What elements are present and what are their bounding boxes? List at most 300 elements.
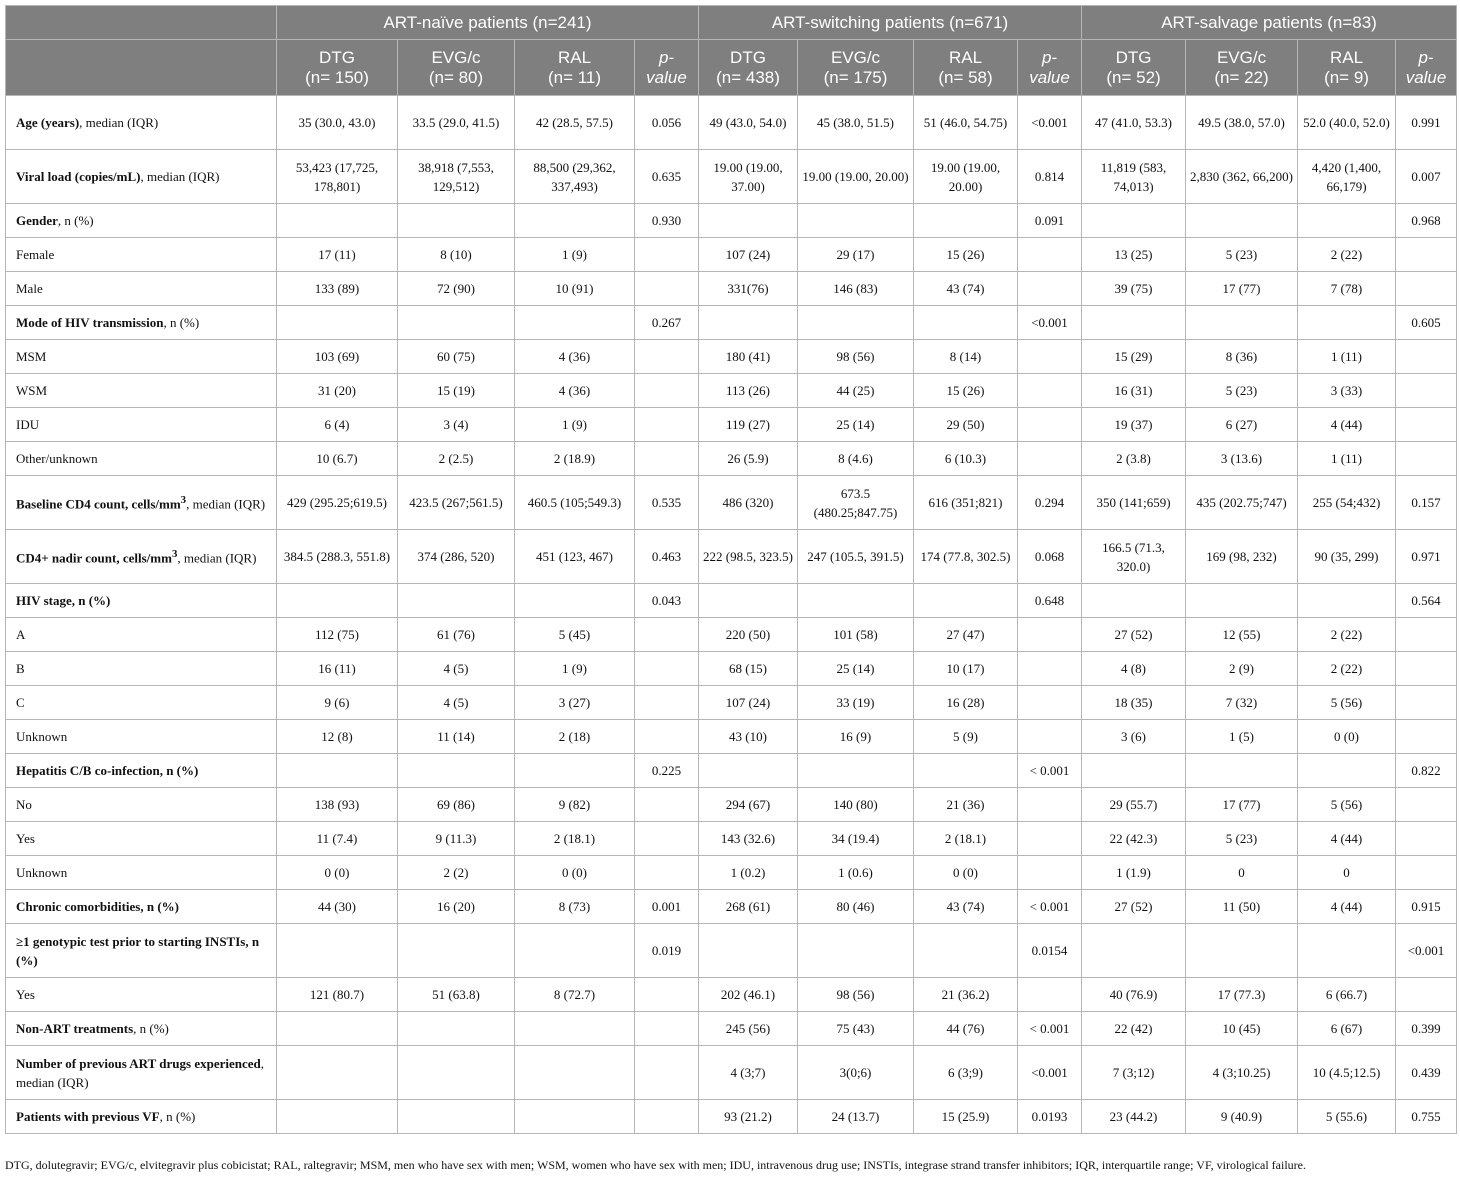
table-cell: 5 (55.6) xyxy=(1298,1100,1396,1134)
p-value-cell xyxy=(1396,618,1457,652)
table-cell: 11 (50) xyxy=(1186,890,1298,924)
table-cell: 44 (30) xyxy=(277,890,398,924)
row-label xyxy=(6,856,277,890)
table-cell: 133 (89) xyxy=(277,272,398,306)
row-label-text: , n (%) xyxy=(163,315,200,330)
table-cell: 17 (11) xyxy=(277,238,398,272)
column-header-line2: (n= 22) xyxy=(1214,67,1269,87)
table-cell: 43 (74) xyxy=(914,890,1018,924)
table-cell: 21 (36) xyxy=(914,788,1018,822)
p-value-cell xyxy=(635,340,699,374)
table-cell xyxy=(515,204,635,238)
p-value-cell: 0.915 xyxy=(1396,890,1457,924)
row-label-text: MSM xyxy=(16,349,47,364)
row-label xyxy=(6,374,277,408)
p-value-cell xyxy=(1396,272,1457,306)
column-header-line2: value xyxy=(646,67,687,87)
row-label-text: , n (%) xyxy=(159,1109,196,1124)
table-cell: 93 (21.2) xyxy=(699,1100,798,1134)
p-value-cell xyxy=(1396,856,1457,890)
p-value-cell xyxy=(1018,978,1082,1012)
table-cell: 29 (17) xyxy=(798,238,914,272)
table-cell xyxy=(277,204,398,238)
table-cell: 45 (38.0, 51.5) xyxy=(798,96,914,150)
table-cell: 384.5 (288.3, 551.8) xyxy=(277,530,398,584)
table-cell: 8 (14) xyxy=(914,340,1018,374)
p-value-cell: 0.968 xyxy=(1396,204,1457,238)
column-header xyxy=(1396,40,1457,96)
table-cell: 486 (320) xyxy=(699,476,798,530)
table-row xyxy=(6,204,1457,238)
table-cell: 4 (8) xyxy=(1082,652,1186,686)
table-cell: 34 (19.4) xyxy=(798,822,914,856)
table-cell xyxy=(277,924,398,978)
table-cell xyxy=(699,204,798,238)
column-header-line1: p- xyxy=(1041,47,1058,67)
corner-cell xyxy=(6,40,277,96)
row-label-bold: CD4+ nadir count, cells/mm xyxy=(16,550,172,566)
table-cell xyxy=(1298,924,1396,978)
column-header-line1: EVG/c xyxy=(830,47,881,67)
row-label-text: Yes xyxy=(16,831,35,846)
table-cell: 47 (41.0, 53.3) xyxy=(1082,96,1186,150)
table-row xyxy=(6,530,1457,584)
p-value-cell xyxy=(1018,618,1082,652)
table-cell xyxy=(1298,754,1396,788)
p-value-cell xyxy=(1018,686,1082,720)
table-cell: 33.5 (29.0, 41.5) xyxy=(398,96,515,150)
row-label-bold: Baseline CD4 count, cells/mm xyxy=(16,496,181,512)
table-cell: 2 (22) xyxy=(1298,618,1396,652)
table-cell: 3 (6) xyxy=(1082,720,1186,754)
table-cell: 2,830 (362, 66,200) xyxy=(1186,150,1298,204)
table-cell: 15 (26) xyxy=(914,374,1018,408)
p-value-cell xyxy=(1018,374,1082,408)
table-cell: 12 (55) xyxy=(1186,618,1298,652)
table-cell: 22 (42) xyxy=(1082,1012,1186,1046)
table-cell xyxy=(1298,204,1396,238)
row-label xyxy=(6,924,277,978)
row-label xyxy=(6,1012,277,1046)
p-value-cell xyxy=(635,978,699,1012)
table-row xyxy=(6,1012,1457,1046)
p-value-cell xyxy=(635,374,699,408)
table-cell: 3 (33) xyxy=(1298,374,1396,408)
table-cell: 49 (43.0, 54.0) xyxy=(699,96,798,150)
row-label-text: , n (%) xyxy=(57,213,94,228)
row-label-bold: Mode of HIV transmission xyxy=(16,315,164,330)
table-cell: 27 (52) xyxy=(1082,890,1186,924)
p-value-cell xyxy=(1396,686,1457,720)
row-label xyxy=(6,476,277,530)
table-cell: 44 (25) xyxy=(798,374,914,408)
table-cell: 435 (202.75;747) xyxy=(1186,476,1298,530)
table-cell: 140 (80) xyxy=(798,788,914,822)
table-cell: 18 (35) xyxy=(1082,686,1186,720)
table-cell: 16 (11) xyxy=(277,652,398,686)
row-label xyxy=(6,618,277,652)
baseline-characteristics-table xyxy=(5,5,1457,1134)
row-label-text: , median (IQR) xyxy=(177,550,257,566)
column-header-line2: value xyxy=(1405,67,1447,87)
group-header-switching: ART-switching patients (n=671) xyxy=(699,6,1082,40)
p-value-cell: 0.814 xyxy=(1018,150,1082,204)
table-cell: 0 xyxy=(1298,856,1396,890)
p-value-cell xyxy=(635,408,699,442)
table-cell: 247 (105.5, 391.5) xyxy=(798,530,914,584)
p-value-cell: <0.001 xyxy=(1018,306,1082,340)
table-cell: 245 (56) xyxy=(699,1012,798,1046)
table-cell: 88,500 (29,362, 337,493) xyxy=(515,150,635,204)
table-cell xyxy=(1186,306,1298,340)
table-cell: 1 (11) xyxy=(1298,442,1396,476)
table-cell: 25 (14) xyxy=(798,408,914,442)
table-cell: 24 (13.7) xyxy=(798,1100,914,1134)
table-cell: 19.00 (19.00, 20.00) xyxy=(914,150,1018,204)
table-cell xyxy=(914,924,1018,978)
table-cell: 4 (44) xyxy=(1298,890,1396,924)
p-value-cell xyxy=(635,272,699,306)
table-cell xyxy=(1186,204,1298,238)
row-label xyxy=(6,754,277,788)
row-label xyxy=(6,686,277,720)
table-cell: 40 (76.9) xyxy=(1082,978,1186,1012)
table-cell xyxy=(398,924,515,978)
table-cell: 101 (58) xyxy=(798,618,914,652)
table-cell: 3(0;6) xyxy=(798,1046,914,1100)
table-cell xyxy=(1298,306,1396,340)
column-header-line2: (n= 175) xyxy=(823,67,888,87)
p-value-cell: 0.0154 xyxy=(1018,924,1082,978)
row-label-text: A xyxy=(16,627,26,642)
table-cell xyxy=(914,204,1018,238)
table-cell xyxy=(398,584,515,618)
table-cell: 2 (18.1) xyxy=(914,822,1018,856)
table-cell: 1 (0.6) xyxy=(798,856,914,890)
table-row xyxy=(6,890,1457,924)
column-header xyxy=(699,40,798,96)
column-header xyxy=(914,40,1018,96)
p-value-cell: 0.043 xyxy=(635,584,699,618)
p-value-cell xyxy=(635,652,699,686)
row-label-text: , median (IQR) xyxy=(140,169,220,184)
table-cell: 42 (28.5, 57.5) xyxy=(515,96,635,150)
row-label xyxy=(6,890,277,924)
row-label-bold: Viral load (copies/mL) xyxy=(16,169,141,184)
row-label-text: B xyxy=(16,661,25,676)
column-header-line1: RAL xyxy=(1329,47,1364,67)
table-cell xyxy=(398,306,515,340)
table-cell: 10 (17) xyxy=(914,652,1018,686)
table-row xyxy=(6,584,1457,618)
column-header-line1: p- xyxy=(1418,47,1434,67)
table-cell: 10 (6.7) xyxy=(277,442,398,476)
column-header-line2: (n= 9) xyxy=(1324,67,1369,87)
corner-cell xyxy=(6,6,277,40)
table-cell: 11 (7.4) xyxy=(277,822,398,856)
table-row xyxy=(6,652,1457,686)
table-cell: 4 (5) xyxy=(398,686,515,720)
table-cell: 6 (4) xyxy=(277,408,398,442)
row-label-text: Unknown xyxy=(16,729,68,744)
table-row xyxy=(6,374,1457,408)
p-value-cell: 0.439 xyxy=(1396,1046,1457,1100)
table-cell xyxy=(398,204,515,238)
table-cell: 2 (3.8) xyxy=(1082,442,1186,476)
p-value-cell xyxy=(1018,408,1082,442)
p-value-cell xyxy=(635,686,699,720)
table-cell: 72 (90) xyxy=(398,272,515,306)
table-row xyxy=(6,788,1457,822)
row-label xyxy=(6,272,277,306)
table-cell xyxy=(398,1046,515,1100)
table-row xyxy=(6,1046,1457,1100)
column-header xyxy=(1018,40,1082,96)
table-cell: 9 (40.9) xyxy=(1186,1100,1298,1134)
table-cell xyxy=(515,306,635,340)
table-cell xyxy=(1082,306,1186,340)
table-cell: 5 (23) xyxy=(1186,238,1298,272)
table-cell: 4 (3;10.25) xyxy=(1186,1046,1298,1100)
row-label xyxy=(6,1100,277,1134)
column-header-line2: (n= 52) xyxy=(1106,67,1161,87)
table-cell: 10 (45) xyxy=(1186,1012,1298,1046)
table-cell: 5 (56) xyxy=(1298,686,1396,720)
table-cell: 0 (0) xyxy=(1298,720,1396,754)
table-cell: 90 (35, 299) xyxy=(1298,530,1396,584)
row-label-text: No xyxy=(16,797,32,812)
table-row xyxy=(6,924,1457,978)
p-value-cell: 0.463 xyxy=(635,530,699,584)
p-value-cell: 0.294 xyxy=(1018,476,1082,530)
row-label-bold: Patients with previous VF xyxy=(16,1109,160,1124)
table-cell: 9 (6) xyxy=(277,686,398,720)
table-row xyxy=(6,96,1457,150)
table-cell xyxy=(277,306,398,340)
table-cell: 61 (76) xyxy=(398,618,515,652)
table-cell: 21 (36.2) xyxy=(914,978,1018,1012)
table-cell: 16 (31) xyxy=(1082,374,1186,408)
p-value-cell: 0.605 xyxy=(1396,306,1457,340)
p-value-cell: 0.755 xyxy=(1396,1100,1457,1134)
table-cell: 7 (3;12) xyxy=(1082,1046,1186,1100)
column-header-line1: EVG/c xyxy=(431,47,481,67)
column-header-line1: EVG/c xyxy=(1216,47,1267,67)
table-cell: 51 (63.8) xyxy=(398,978,515,1012)
table-cell: 33 (19) xyxy=(798,686,914,720)
p-value-cell xyxy=(635,238,699,272)
table-header xyxy=(6,6,1457,96)
table-cell: 4 (36) xyxy=(515,374,635,408)
table-cell: 2 (2) xyxy=(398,856,515,890)
table-cell: 9 (11.3) xyxy=(398,822,515,856)
table-row xyxy=(6,442,1457,476)
table-cell: 1 (1.9) xyxy=(1082,856,1186,890)
table-cell: 17 (77.3) xyxy=(1186,978,1298,1012)
row-label-bold: ≥1 genotypic test prior to starting INSTIs, n (%) xyxy=(16,933,260,968)
table-cell: 169 (98, 232) xyxy=(1186,530,1298,584)
column-header xyxy=(1298,40,1396,96)
row-label xyxy=(6,652,277,686)
table-row xyxy=(6,476,1457,530)
row-label xyxy=(6,584,277,618)
table-cell: 11,819 (583, 74,013) xyxy=(1082,150,1186,204)
p-value-cell xyxy=(1396,822,1457,856)
table-cell: 2 (18) xyxy=(515,720,635,754)
p-value-cell xyxy=(1018,788,1082,822)
table-cell: 5 (56) xyxy=(1298,788,1396,822)
table-cell: 15 (29) xyxy=(1082,340,1186,374)
row-label xyxy=(6,204,277,238)
table-cell: 8 (4.6) xyxy=(798,442,914,476)
table-cell: 107 (24) xyxy=(699,238,798,272)
table-cell xyxy=(798,584,914,618)
row-label-bold: Age (years) xyxy=(16,115,80,130)
p-value-cell xyxy=(1018,652,1082,686)
p-value-cell xyxy=(635,1012,699,1046)
row-label-sup: 3 xyxy=(180,494,187,507)
table-cell: 7 (32) xyxy=(1186,686,1298,720)
p-value-cell xyxy=(635,1100,699,1134)
row-label-bold: HIV stage, n (%) xyxy=(16,593,111,608)
table-body xyxy=(6,96,1457,1134)
table-cell: 255 (54;432) xyxy=(1298,476,1396,530)
table-footnote: DTG, dolutegravir; EVG/c, elvitegravir plus cobicistat; RAL, raltegravir; MSM, men who have sex with men; WSM, women who have sex with men; IDU, intravenous drug use; INSTIs, integrase strand transfer inhibitors; IQR, interquartile range; VF, virological failure. xyxy=(5,1158,1306,1172)
column-header-line1: RAL xyxy=(948,47,983,67)
table-row xyxy=(6,754,1457,788)
table-cell: 26 (5.9) xyxy=(699,442,798,476)
p-value-cell: 0.001 xyxy=(635,890,699,924)
table-cell xyxy=(914,584,1018,618)
p-value-cell: 0.822 xyxy=(1396,754,1457,788)
row-label-text: IDU xyxy=(16,417,40,432)
table-cell xyxy=(699,306,798,340)
table-cell: 3 (27) xyxy=(515,686,635,720)
p-value-cell: 0.056 xyxy=(635,96,699,150)
table-cell: 60 (75) xyxy=(398,340,515,374)
table-row xyxy=(6,1100,1457,1134)
column-header-line1: DTG xyxy=(730,47,766,67)
table-cell xyxy=(699,584,798,618)
table-cell xyxy=(798,204,914,238)
table-cell: 5 (23) xyxy=(1186,822,1298,856)
p-value-cell: 0.564 xyxy=(1396,584,1457,618)
p-value-cell: 0.225 xyxy=(635,754,699,788)
row-label-bold: Number of previous ART drugs experienced xyxy=(16,1055,261,1071)
table-cell: 143 (32.6) xyxy=(699,822,798,856)
p-value-cell: 0.991 xyxy=(1396,96,1457,150)
table-cell: 75 (43) xyxy=(798,1012,914,1046)
table-cell: 17 (77) xyxy=(1186,788,1298,822)
table-cell: 8 (72.7) xyxy=(515,978,635,1012)
p-value-cell xyxy=(1396,408,1457,442)
column-header-line2: (n= 11) xyxy=(547,67,602,87)
table-cell: 0 (0) xyxy=(277,856,398,890)
column-header xyxy=(515,40,635,96)
table-cell: 1 (9) xyxy=(515,652,635,686)
table-cell xyxy=(515,1100,635,1134)
table-cell: 43 (74) xyxy=(914,272,1018,306)
table-row xyxy=(6,618,1457,652)
table-cell: 98 (56) xyxy=(798,978,914,1012)
table-cell: 3 (13.6) xyxy=(1186,442,1298,476)
table-cell: 7 (78) xyxy=(1298,272,1396,306)
column-header-line2: value xyxy=(1029,67,1070,87)
table-cell: 6 (27) xyxy=(1186,408,1298,442)
table-cell: 8 (10) xyxy=(398,238,515,272)
table-cell: 222 (98.5, 323.5) xyxy=(699,530,798,584)
table-cell xyxy=(1082,584,1186,618)
table-cell: 5 (23) xyxy=(1186,374,1298,408)
table-cell: 103 (69) xyxy=(277,340,398,374)
p-value-cell xyxy=(635,720,699,754)
table-cell xyxy=(1082,754,1186,788)
table-cell: 9 (82) xyxy=(515,788,635,822)
table-row xyxy=(6,340,1457,374)
row-label-text: , median (IQR) xyxy=(186,496,266,512)
table-row xyxy=(6,150,1457,204)
p-value-cell: 0.648 xyxy=(1018,584,1082,618)
table-cell xyxy=(398,754,515,788)
table-cell: 5 (45) xyxy=(515,618,635,652)
p-value-cell xyxy=(1396,442,1457,476)
table-cell: 38,918 (7,553, 129,512) xyxy=(398,150,515,204)
p-value-cell: 0.007 xyxy=(1396,150,1457,204)
row-label-text: WSM xyxy=(16,383,48,398)
table-cell: 1 (9) xyxy=(515,408,635,442)
row-label xyxy=(6,978,277,1012)
row-label-text: , median (IQR) xyxy=(79,115,159,130)
column-header xyxy=(398,40,515,96)
p-value-cell: <0.001 xyxy=(1018,96,1082,150)
p-value-cell: 0.019 xyxy=(635,924,699,978)
table-cell: 10 (4.5;12.5) xyxy=(1298,1046,1396,1100)
table-cell: 35 (30.0, 43.0) xyxy=(277,96,398,150)
p-value-cell: 0.971 xyxy=(1396,530,1457,584)
table-cell xyxy=(798,754,914,788)
table-cell: 19 (37) xyxy=(1082,408,1186,442)
table-cell: 12 (8) xyxy=(277,720,398,754)
table-row xyxy=(6,272,1457,306)
row-label-bold: Chronic comorbidities, n (%) xyxy=(16,899,179,914)
table-cell xyxy=(1186,754,1298,788)
table-cell xyxy=(699,754,798,788)
table-cell: 51 (46.0, 54.75) xyxy=(914,96,1018,150)
table-cell: 2 (2.5) xyxy=(398,442,515,476)
p-value-cell xyxy=(1396,788,1457,822)
table-row xyxy=(6,686,1457,720)
table-cell: 25 (14) xyxy=(798,652,914,686)
table-cell: 15 (19) xyxy=(398,374,515,408)
p-value-cell xyxy=(1018,272,1082,306)
table-cell: 98 (56) xyxy=(798,340,914,374)
p-value-cell xyxy=(1018,720,1082,754)
row-label-text: , median (IQR) xyxy=(16,1055,264,1090)
table-cell: 112 (75) xyxy=(277,618,398,652)
row-label xyxy=(6,1046,277,1100)
table-cell: 429 (295.25;619.5) xyxy=(277,476,398,530)
column-header-line1: DTG xyxy=(1115,47,1152,67)
table-cell xyxy=(1298,584,1396,618)
table-cell: 121 (80.7) xyxy=(277,978,398,1012)
table-cell: 2 (9) xyxy=(1186,652,1298,686)
p-value-cell: < 0.001 xyxy=(1018,1012,1082,1046)
row-label-bold: Non-ART treatments xyxy=(16,1021,134,1036)
p-value-cell xyxy=(1396,340,1457,374)
table-cell xyxy=(277,754,398,788)
column-header xyxy=(277,40,398,96)
table-cell: 4 (44) xyxy=(1298,822,1396,856)
